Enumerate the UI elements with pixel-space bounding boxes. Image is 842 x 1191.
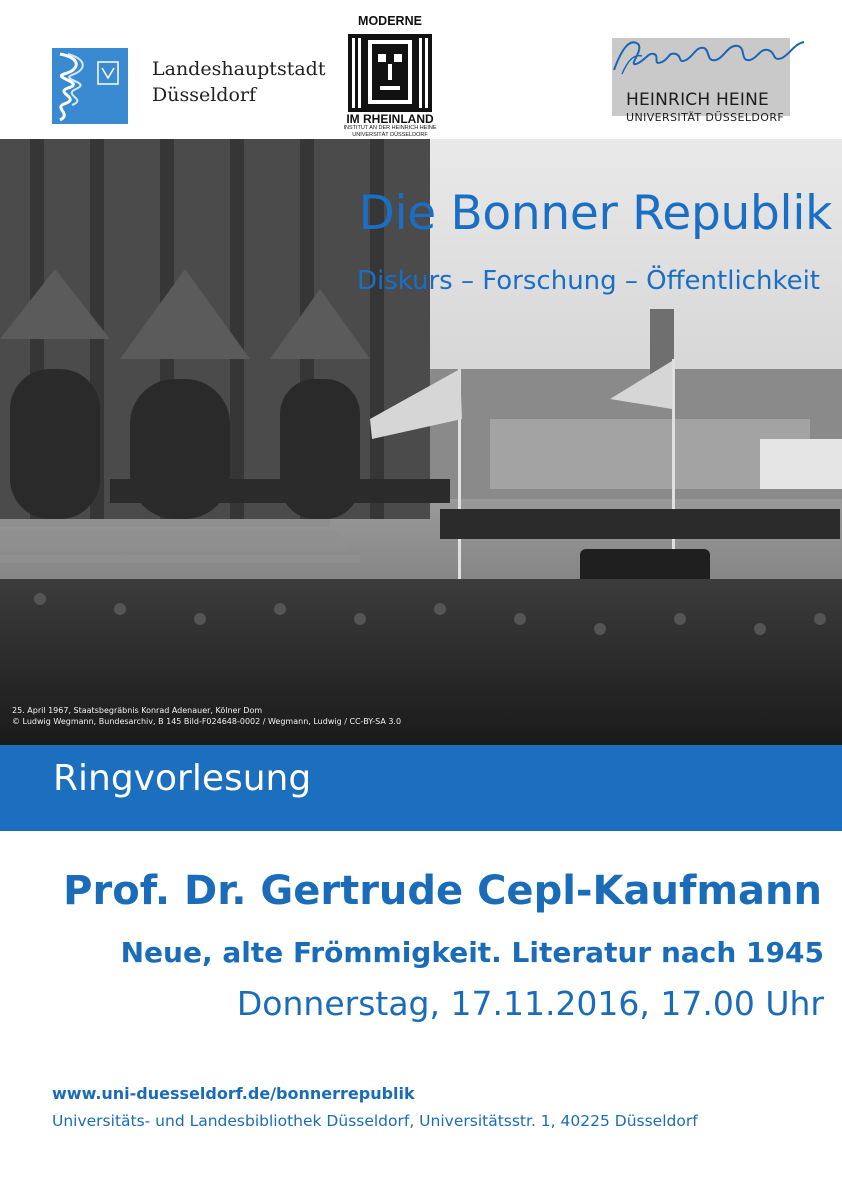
city-logo-line1: Landeshauptstadt: [152, 58, 326, 80]
duesseldorf-city-logo: [52, 48, 128, 124]
moderne-building-icon: [346, 28, 434, 112]
city-logo-text: [152, 56, 325, 108]
hero-subtitle: Diskurs – Forschung – Öffentlichkeit: [356, 266, 820, 296]
venue-address: Universitäts- und Landesbibliothek Düsseldorf, Universitätsstr. 1, 40225 Düsseldorf: [52, 1112, 698, 1130]
hero-title: Die Bonner Republik: [358, 186, 832, 241]
hhu-logo-university: UNIVERSITÄT DÜSSELDORF: [626, 111, 785, 124]
website-link[interactable]: www.uni-duesseldorf.de/bonnerrepublik: [52, 1084, 415, 1103]
photo-caption-line1: 25. April 1967, Staatsbegräbnis Konrad Adenauer, Kölner Dom: [12, 706, 263, 715]
lecture-title: Neue, alte Frömmigkeit. Literatur nach 1945: [120, 936, 824, 969]
city-logo-line2: Düsseldorf: [152, 84, 257, 106]
moderne-im-rheinland-logo: [336, 14, 444, 136]
lecture-date: Donnerstag, 17.11.2016, 17.00 Uhr: [236, 984, 824, 1023]
city-wave-icon: [52, 48, 128, 124]
moderne-logo-top-text: MODERNE: [358, 14, 422, 28]
moderne-logo-small-text-1: INSTITUT AN DER HEINRICH HEINE: [343, 125, 437, 131]
ringvorlesung-label: Ringvorlesung: [53, 758, 312, 799]
photo-caption-line2: © Ludwig Wegmann, Bundesarchiv, B 145 Bild-F024648-0002 / Wegmann, Ludwig / CC-BY-SA 3.0: [12, 717, 402, 726]
heinrich-heine-university-logo: [612, 30, 812, 126]
heine-signature-icon: [608, 30, 812, 82]
speaker-name: Prof. Dr. Gertrude Cepl-Kaufmann: [63, 868, 822, 914]
moderne-logo-bottom-text: IM RHEINLAND: [346, 112, 434, 126]
hhu-logo-name: HEINRICH HEINE: [626, 90, 769, 110]
moderne-logo-small-text-2: UNIVERSITÄT DÜSSELDORF: [352, 132, 428, 138]
